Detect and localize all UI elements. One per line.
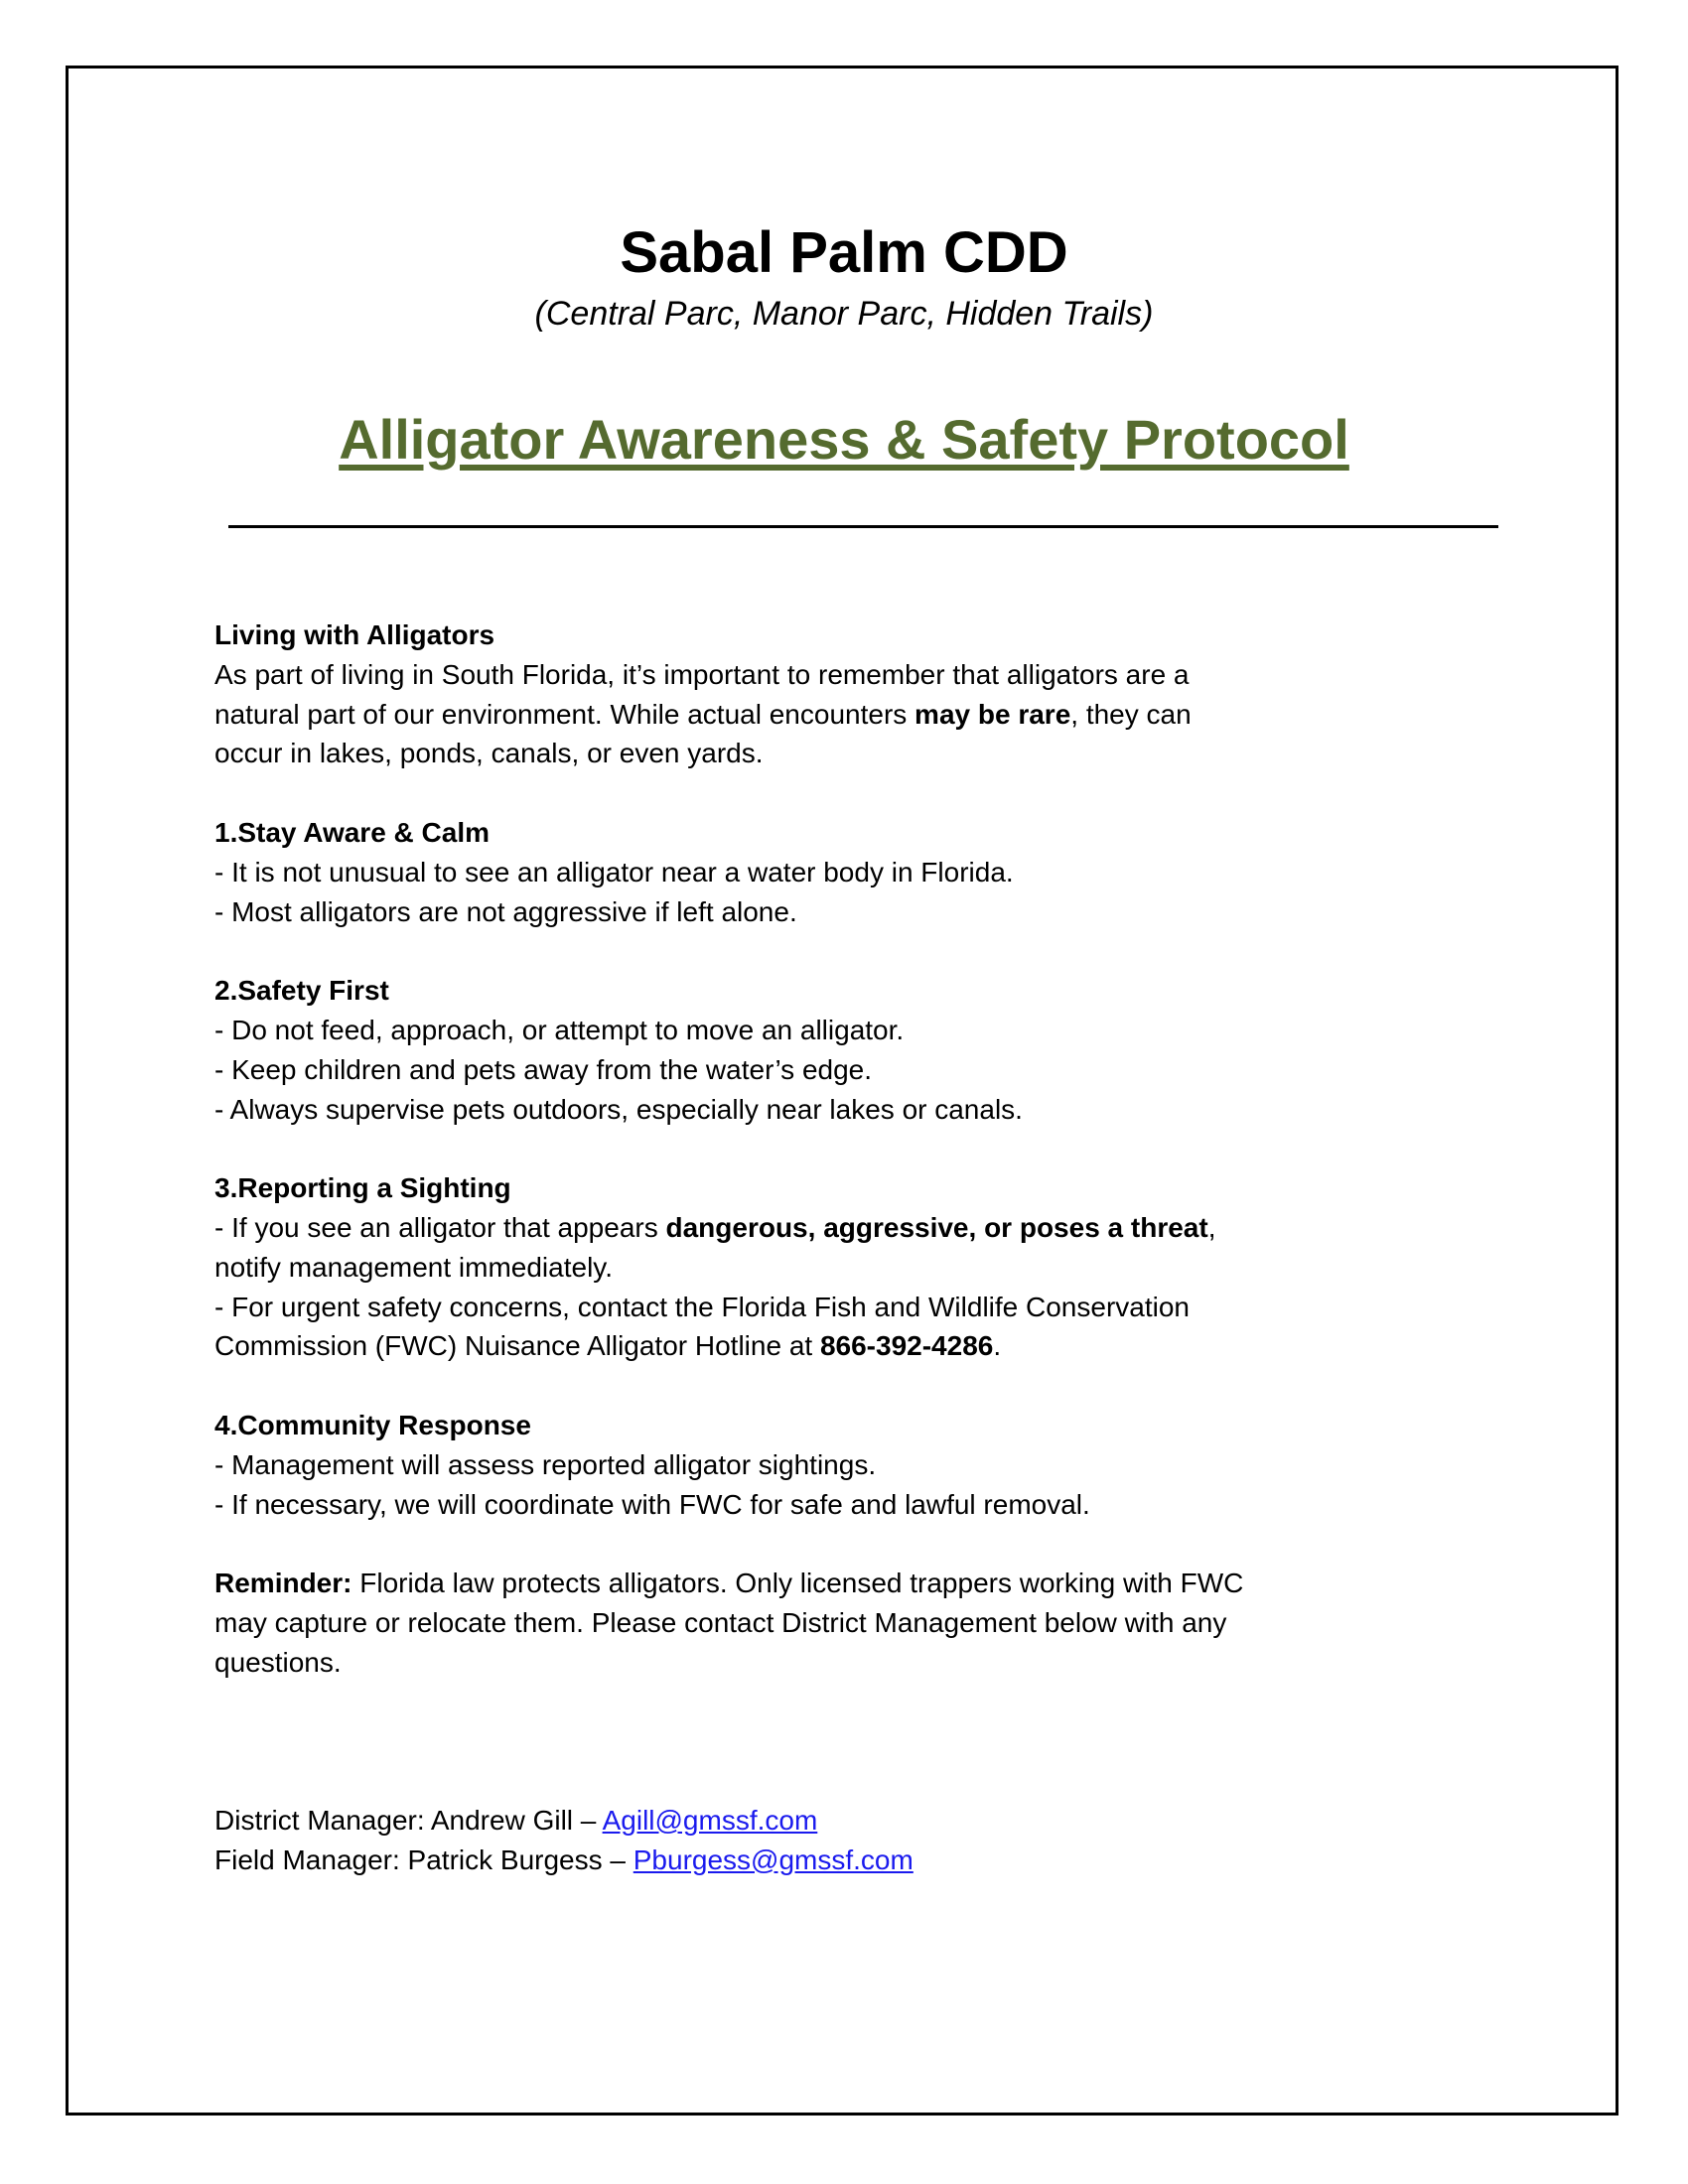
- protocol-heading: [0, 405, 1688, 475]
- section-line: [214, 1208, 1505, 1248]
- blank-line: [214, 773, 1505, 813]
- blank-line: [214, 1761, 1505, 1801]
- protocol-heading-text: Alligator Awareness & Safety Protocol: [339, 408, 1349, 471]
- text-run: notify management immediately.: [214, 1251, 613, 1283]
- document-title: Sabal Palm CDD: [620, 220, 1068, 285]
- contact-district-manager: [214, 1801, 1505, 1841]
- section-line: - Most alligators are not aggressive if left alone.: [214, 895, 797, 927]
- document-subtitle: (Central Parc, Manor Parc, Hidden Trails): [534, 295, 1154, 333]
- text-run: natural part of our environment. While actual encounters: [214, 698, 915, 730]
- reminder-line: [214, 1564, 1505, 1603]
- emphasis-text: may be rare: [914, 698, 1071, 730]
- blank-line: [214, 1683, 1505, 1722]
- reminder-label: Reminder:: [214, 1568, 352, 1599]
- section-line: - Do not feed, approach, or attempt to move an alligator.: [214, 1014, 905, 1045]
- contact-field-manager: [214, 1841, 1505, 1880]
- section-line: - If necessary, we will coordinate with FWC for safe and lawful removal.: [214, 1488, 1090, 1520]
- blank-line: [214, 1524, 1505, 1564]
- intro-heading: Living with Alligators: [214, 619, 495, 650]
- section-line: - Management will assess reported alligator sightings.: [214, 1448, 877, 1480]
- blank-line: [214, 1129, 1505, 1168]
- contact-label: Field Manager: Patrick Burgess –: [214, 1843, 633, 1875]
- section-line: [214, 1248, 1505, 1288]
- text-run: - For urgent safety concerns, contact the Florida Fish and Wildlife Conservation: [214, 1291, 1190, 1322]
- section-heading-community: 4.Community Response: [214, 1409, 531, 1440]
- email-link-district-manager[interactable]: Agill@gmssf.com: [602, 1804, 818, 1836]
- text-run: As part of living in South Florida, it’s important to remember that alligators are a: [214, 658, 1190, 690]
- text-run: Commission (FWC) Nuisance Alligator Hotline at: [214, 1330, 820, 1362]
- blank-line: [214, 1366, 1505, 1406]
- email-link-field-manager[interactable]: Pburgess@gmssf.com: [633, 1843, 914, 1875]
- text-run: , they can: [1070, 698, 1192, 730]
- document-body: [214, 615, 1505, 1880]
- intro-line: [214, 734, 1505, 773]
- reminder-line: may capture or relocate them. Please contact District Management below with any: [214, 1606, 1227, 1638]
- section-heading-stay-aware: 1.Stay Aware & Calm: [214, 816, 491, 848]
- blank-line: [214, 931, 1505, 971]
- text-run: Florida law protects alligators. Only licensed trappers working with FWC: [352, 1568, 1244, 1599]
- hotline-number: 866-392-4286: [819, 1330, 994, 1362]
- section-heading-reporting: 3.Reporting a Sighting: [214, 1172, 511, 1204]
- text-run: occur in lakes, ponds, canals, or even yards.: [214, 738, 764, 769]
- intro-line: [214, 655, 1505, 695]
- section-heading-safety-first: 2.Safety First: [214, 975, 389, 1007]
- section-line: - Keep children and pets away from the water’s edge.: [214, 1053, 873, 1085]
- horizontal-rule: [228, 525, 1498, 528]
- reminder-line: questions.: [214, 1646, 342, 1678]
- contact-label: District Manager: Andrew Gill –: [214, 1804, 603, 1836]
- text-run: .: [993, 1330, 1002, 1362]
- text-run: ,: [1207, 1211, 1216, 1243]
- blank-line: [214, 1721, 1505, 1761]
- section-line: [214, 1326, 1505, 1366]
- text-run: - If you see an alligator that appears: [214, 1211, 666, 1243]
- emphasis-text: dangerous, aggressive, or poses a threat: [665, 1211, 1208, 1243]
- section-line: - Always supervise pets outdoors, especially near lakes or canals.: [214, 1093, 1023, 1125]
- intro-line: [214, 695, 1505, 735]
- section-line: [214, 1288, 1505, 1327]
- section-line: - It is not unusual to see an alligator near a water body in Florida.: [214, 856, 1014, 887]
